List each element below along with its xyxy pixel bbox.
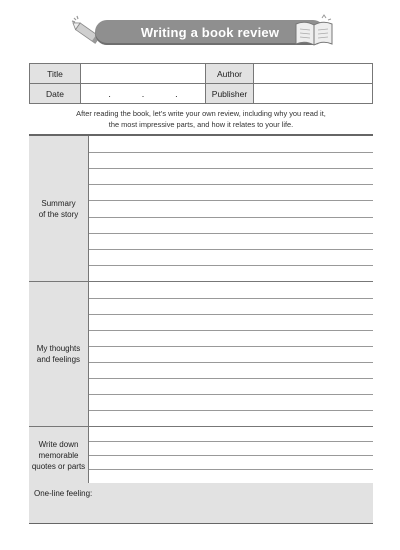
writing-line[interactable] <box>89 200 373 201</box>
summary-section <box>29 136 373 282</box>
publisher-field[interactable] <box>254 84 373 104</box>
one-line-feeling-label: One-line feeling: <box>34 489 93 498</box>
date-dot: . <box>108 88 111 99</box>
date-dot: . <box>175 88 178 99</box>
writing-line[interactable] <box>89 362 373 363</box>
date-dot: . <box>141 88 145 99</box>
writing-line[interactable] <box>89 410 373 411</box>
writing-line[interactable] <box>89 469 373 470</box>
writing-line[interactable] <box>89 346 373 347</box>
quotes-section <box>29 427 373 483</box>
writing-line[interactable] <box>89 330 373 331</box>
writing-line[interactable] <box>89 455 373 456</box>
review-grid <box>29 134 373 486</box>
title-field[interactable] <box>81 64 206 84</box>
writing-line[interactable] <box>89 217 373 218</box>
writing-line[interactable] <box>89 168 373 169</box>
title-label: Title <box>30 64 81 84</box>
instructions-line: the most impressive parts, and how it relates to your life. <box>108 120 294 129</box>
quotes-label: Write down memorable quotes or parts <box>29 427 89 483</box>
writing-line[interactable] <box>89 378 373 379</box>
writing-line[interactable] <box>89 265 373 266</box>
one-line-feeling-box[interactable] <box>29 483 373 524</box>
date-label: Date <box>30 84 81 104</box>
writing-line[interactable] <box>89 152 373 153</box>
writing-line[interactable] <box>89 298 373 299</box>
summary-label: Summary of the story <box>29 136 89 281</box>
instructions-line: After reading the book, let’s write your own review, including why you read it, <box>76 109 326 118</box>
date-field[interactable] <box>81 84 206 104</box>
writing-line[interactable] <box>89 184 373 185</box>
author-field[interactable] <box>254 64 373 84</box>
writing-line[interactable] <box>89 394 373 395</box>
author-label: Author <box>206 64 254 84</box>
thoughts-label: My thoughts and feelings <box>29 282 89 426</box>
open-book-icon <box>292 14 336 48</box>
writing-line[interactable] <box>89 314 373 315</box>
writing-line[interactable] <box>89 233 373 234</box>
publisher-label: Publisher <box>206 84 254 104</box>
writing-line[interactable] <box>89 441 373 442</box>
instructions <box>29 108 373 130</box>
thoughts-section <box>29 282 373 427</box>
writing-line[interactable] <box>89 249 373 250</box>
book-info-table <box>29 63 373 104</box>
page-title: Writing a book review <box>95 20 325 45</box>
